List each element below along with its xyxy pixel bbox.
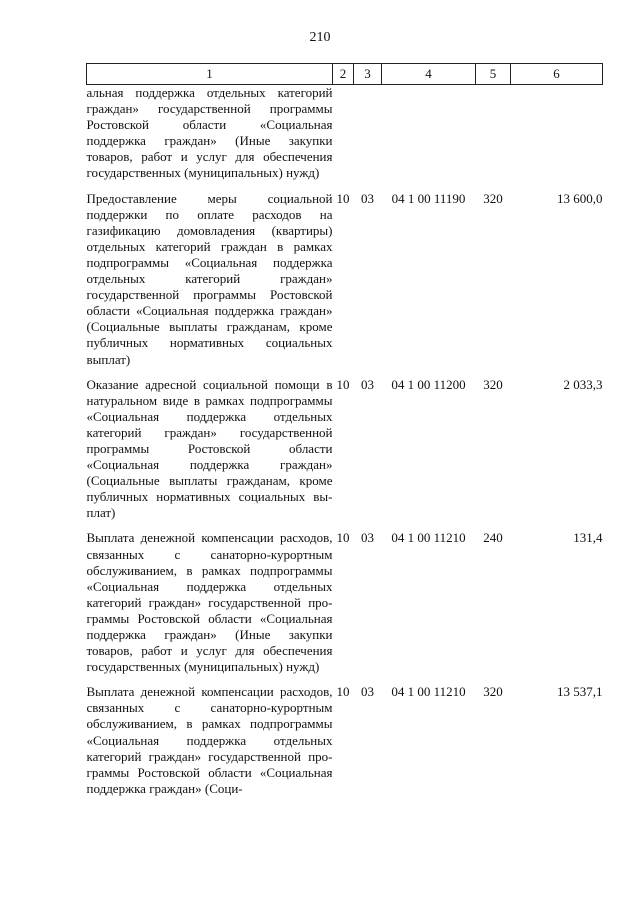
section-code: 10 [336, 190, 350, 206]
item-name: Оказание адресной социальной помощи в натуральном виде в рамках подпрограммы «Социальная поддержка отдельных категорий граждан» государственной программы Ростовской области «Социальная поддержка граждан» (Социальные выплаты гражданам, кроме публичных нормативных социальных выплат) [86, 376, 333, 521]
target-article-code: 04 1 00 11200 [391, 376, 466, 392]
table-row [87, 521, 603, 675]
target-article-code: 04 1 00 11210 [391, 684, 466, 700]
section-code: 10 [336, 530, 350, 546]
page-number: 210 [309, 30, 331, 45]
item-name: Предоставление меры социальной поддержки по оплате расходов на газификацию домовладения (квартиры) отдельных категорий граждан в рамках подпрограммы «Социальная поддержка отдельных категорий граждан» государственной программы Ростовской области «Социальная поддержка граждан» (Социальные выплаты гражданам, кроме публичных нормативных социальных выплат) [86, 190, 333, 367]
amount: 131,4 [573, 530, 603, 546]
amount: 13 537,1 [557, 684, 603, 700]
expense-type-code: 320 [483, 684, 503, 700]
item-name: Выплата денежной компенсации расходов, связанных с санаторно-курортным обслуживанием, в рамках подпрограммы «Социальная поддержка отдельных категорий граждан» государственной программы Ростовской области «Социальная поддержка граждан» (Иные закупки товаров, работ и услуг для обеспечения государственных (муниципальных) нужд) [86, 530, 333, 675]
table-row [87, 675, 603, 797]
budget-table [86, 63, 603, 797]
amount [511, 85, 603, 182]
header-cell: 5 [476, 64, 511, 85]
table-row [87, 85, 603, 182]
expense-type-code: 320 [483, 376, 503, 392]
subsection-code: 03 [361, 684, 374, 700]
item-name: Выплата денежной компенсации расходов, связанных с санаторно-курортным обслуживанием, в рамках подпрограммы «Социальная поддержка отдельных категорий граждан» государственной программы Ростовской области «Социальная поддержка граждан» (Соци- [86, 684, 333, 796]
target-article-code: 04 1 00 11190 [391, 190, 466, 206]
expense-type-code [476, 85, 511, 182]
section-code [333, 85, 354, 182]
table-row [87, 368, 603, 522]
header-cell: 4 [382, 64, 476, 85]
subsection-code: 03 [361, 530, 374, 546]
header-cell: 3 [354, 64, 382, 85]
subsection-code [354, 85, 382, 182]
subsection-code: 03 [361, 190, 374, 206]
amount: 2 033,3 [563, 376, 603, 392]
section-code: 10 [336, 376, 350, 392]
header-row [87, 64, 603, 85]
header-cell: 6 [511, 64, 603, 85]
table-row [87, 182, 603, 368]
item-name: альная поддержка отдельных категорий граждан» государственной программы Ростовской области «Социальная поддержка граждан» (Иные закупки товаров, работ и услуг для обеспечения государственных (муниципальных) нужд) [86, 85, 333, 181]
header-cell: 2 [333, 64, 354, 85]
target-article-code: 04 1 00 11210 [391, 530, 466, 546]
expense-type-code: 320 [483, 190, 503, 206]
expense-type-code: 240 [483, 530, 503, 546]
section-code: 10 [336, 684, 350, 700]
target-article-code [382, 85, 476, 182]
header-cell: 1 [87, 64, 333, 85]
subsection-code: 03 [361, 376, 374, 392]
amount: 13 600,0 [557, 190, 603, 206]
